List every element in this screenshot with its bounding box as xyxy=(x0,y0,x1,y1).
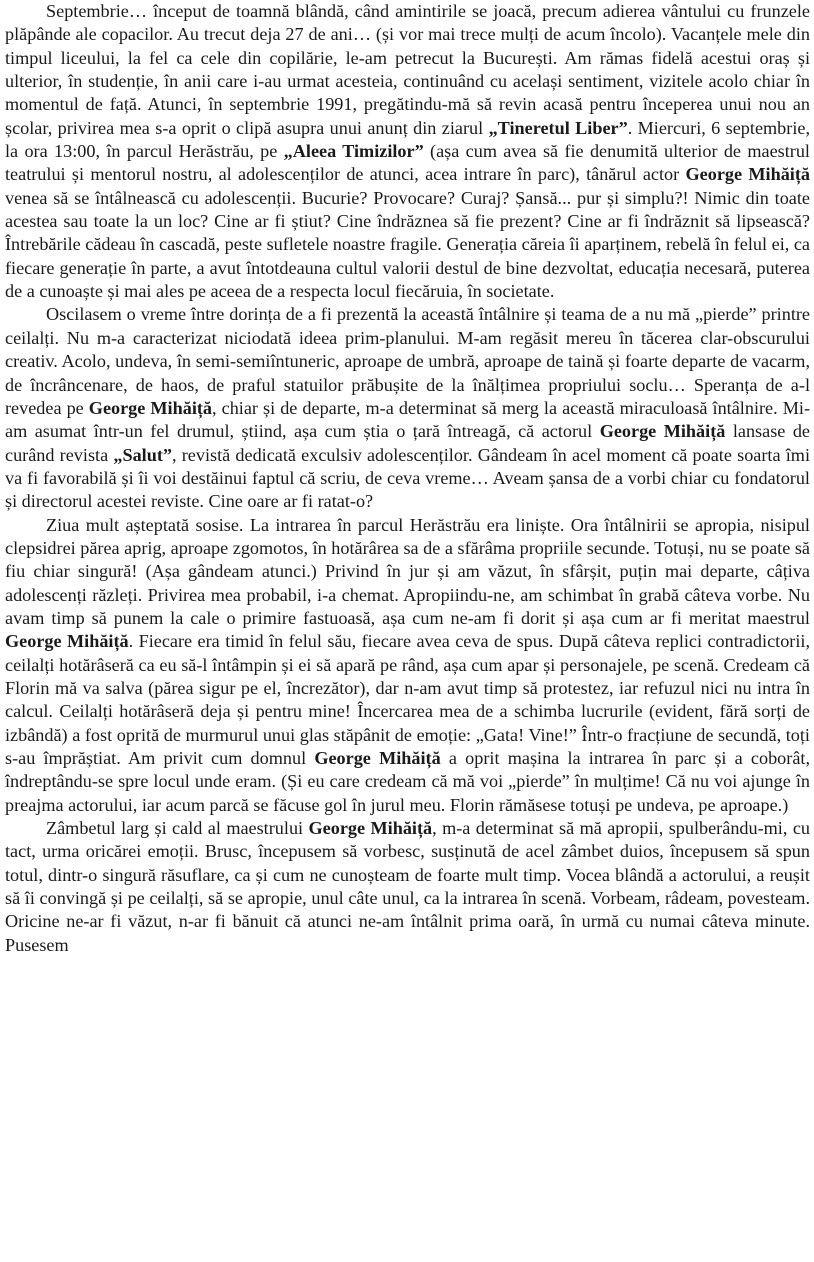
paragraph-text: , m-a determinat să mă apropii, spulberându-mi, cu tact, urma oricărei emoții. Brusc, începusem să vorbesc, susținută de acel zâmbet duios, începusem să spun totul, dintr-o singură răsuflare, ca și cum ne cunoșteam de foarte mult timp. Vocea blândă a actorului, a reușit să îi convingă și pe ceilalți, să se apropie, unul câte unul, ca la intrarea în scenă. Vorbeam, râdeam, povesteam. Oricine ne-ar fi văzut, n-ar fi bănuit că atunci ne-am întâlnit prima oară, în urmă cu numai câteva minute. Pusesem xyxy=(5,818,810,955)
paragraph-2 xyxy=(5,303,810,513)
magazine-name: „Salut” xyxy=(113,444,172,465)
paragraph-3 xyxy=(5,514,810,817)
paragraph-text: Oscilasem o vreme între dorința de a fi prezentă la această întâlnire și teama de a nu mă „pierde” printre ceilalți. Nu m-a caracterizat niciodată ideea prim-planului. M-am regăsit mereu în tăcerea clar-obscurului creativ. Acolo, undeva, în semi-semiîntuneric, aproape de umbră, aproape de taină și foarte departe de vacarm, de încrâncenare, de haos, de praful statuilor prăbușite de la înălțimea propriului soclu… Speranța de a-l revedea pe xyxy=(5,304,810,418)
paragraph-text: , chiar și de departe, m-a determinat să merg la această miraculoasă întâlnire. Mi-am asumat într-un fel drumul, știind, așa cum știa o țară întreagă, că actorul xyxy=(5,397,811,442)
alley-name: „Aleea Timizilor” xyxy=(283,141,424,162)
actor-name: George Mihăiță xyxy=(685,164,810,185)
newspaper-name: „Tineretul Liber” xyxy=(488,117,628,138)
paragraph-text: venea să se întâlnească cu adolescenții. Bucurie? Provocare? Curaj? Șansă... pur și simplu?! Nimic din toate acestea sau toate la un loc? Cine ar fi știut? Cine îndrăznea să fie prezent? Cine ar fi îndrăznit să lipsească? Întrebările cădeau în cascadă, peste sufletele noastre fragile. Generația căreia îi aparținem, rebelă în felul ei, ca fiecare generație în parte, a avut întotdeauna cultul valorii destul de bine dezvoltat, educația necesară, puterea de a cunoaște și mai ales pe aceea de a respecta locul fiecăruia, în societate. xyxy=(5,187,810,302)
actor-name: George Mihăiță xyxy=(88,397,213,418)
actor-name: George Mihăiță xyxy=(308,818,433,839)
paragraph-text: . Miercuri, 6 septembrie, la ora 13:00, în parcul Herăstrău, pe xyxy=(5,117,811,162)
paragraph-text: . Fiecare era timid în felul său, fiecare avea ceva de spus. După câteva replici contradictorii, ceilalți hotărâseră ca eu să-l întâmpin și ei să apară pe rând, așa cum apar și personajele, pe scenă. Credeam că Florin mă va salva (părea sigur pe el, încrezător), dar n-am avut timp să protestez, iar refuzul nici nu intra în calcul. Ceilalți hotărâseră deja și pentru mine! Încercarea mea de a schimba lucrurile (evident, fără sorți de izbândă) a fost oprită de murmurul unui glas stăpânit de emoție: „Gata! Vine!” Într-o fracțiune de secundă, toți s-au împrăștiat. Am privit cum domnul xyxy=(5,631,810,768)
paragraph-text: Ziua mult așteptată sosise. La intrarea în parcul Herăstrău era liniște. Ora întâlnirii se apropia, nisipul clepsidrei părea aprig, aproape zgomotos, în hotărârea sa de a sfărâma propriile secunde. Totuși, nu se poate să fiu chiar singură! (Așa gândeam atunci.) Privind în jur și am văzut, în sfârșit, puțin mai departe, câțiva adolescenți răzleți. Privirea mea probabil, i-a chemat. Apropiindu-ne, am schimbat în grabă câteva vorbe. Nu avam timp să punem la cale o primire fastuoasă, așa cum ne-am fi dorit și așa cum ar fi meritat maestrul xyxy=(5,514,810,628)
actor-name: George Mihăiță xyxy=(5,631,129,652)
paragraph-4 xyxy=(5,817,810,957)
paragraph-text: lansase de curând revista xyxy=(5,421,810,465)
actor-name: George Mihăiță xyxy=(599,421,726,442)
paragraph-text: (așa cum avea să fie denumită ulterior de maestrul teatrului și mentorul nostru, al adolescenților de atunci, acea intrare în parc), tânărul actor xyxy=(5,141,810,185)
paragraph-1 xyxy=(5,0,810,303)
paragraph-text: Zâmbetul larg și cald al maestrului xyxy=(46,818,309,839)
actor-name: George Mihăiță xyxy=(314,748,441,768)
paragraph-text: a oprit mașina la intrarea în parc și a coborât, îndreptându-se spre locul unde eram. (Și eu care credeam că mă voi „pierde” în mulțime! Că nu voi ajunge în preajma actorului, iar acum parcă se făcuse gol în jurul meu. Florin rămăsese totuși pe undeva, pe aproape.) xyxy=(5,748,810,815)
paragraph-text: Septembrie… început de toamnă blândă, când amintirile se joacă, precum adierea vântului cu frunzele plăpânde ale copacilor. Au trecut deja 27 de ani… (și vor mai trece mulți de acum încolo). Vacanțele mele din timpul liceului, la fel ca cele din copilărie, le-am petrecut la București. Am rămas fidelă acestui oraș și ulterior, în studenție, în anii care i-au urmat acesteia, continuând cu același sentiment, vizitele acolo chiar în momentul de față. Atunci, în septembrie 1991, pregătindu-mă să revin acasă pentru începerea unui nou an școlar, privirea mea s-a oprit o clipă asupra unui anunț din ziarul xyxy=(5,1,810,138)
paragraph-text: , revistă dedicată exculsiv adolescenților. Gândeam în acel moment că poate soarta îmi va fi favorabilă și îi voi destăinui faptul că scriu, de ceva vreme… Aveam șansa de a vorbi chiar cu fondatorul și directorul acestei reviste. Cine oare ar fi ratat-o? xyxy=(5,444,810,512)
